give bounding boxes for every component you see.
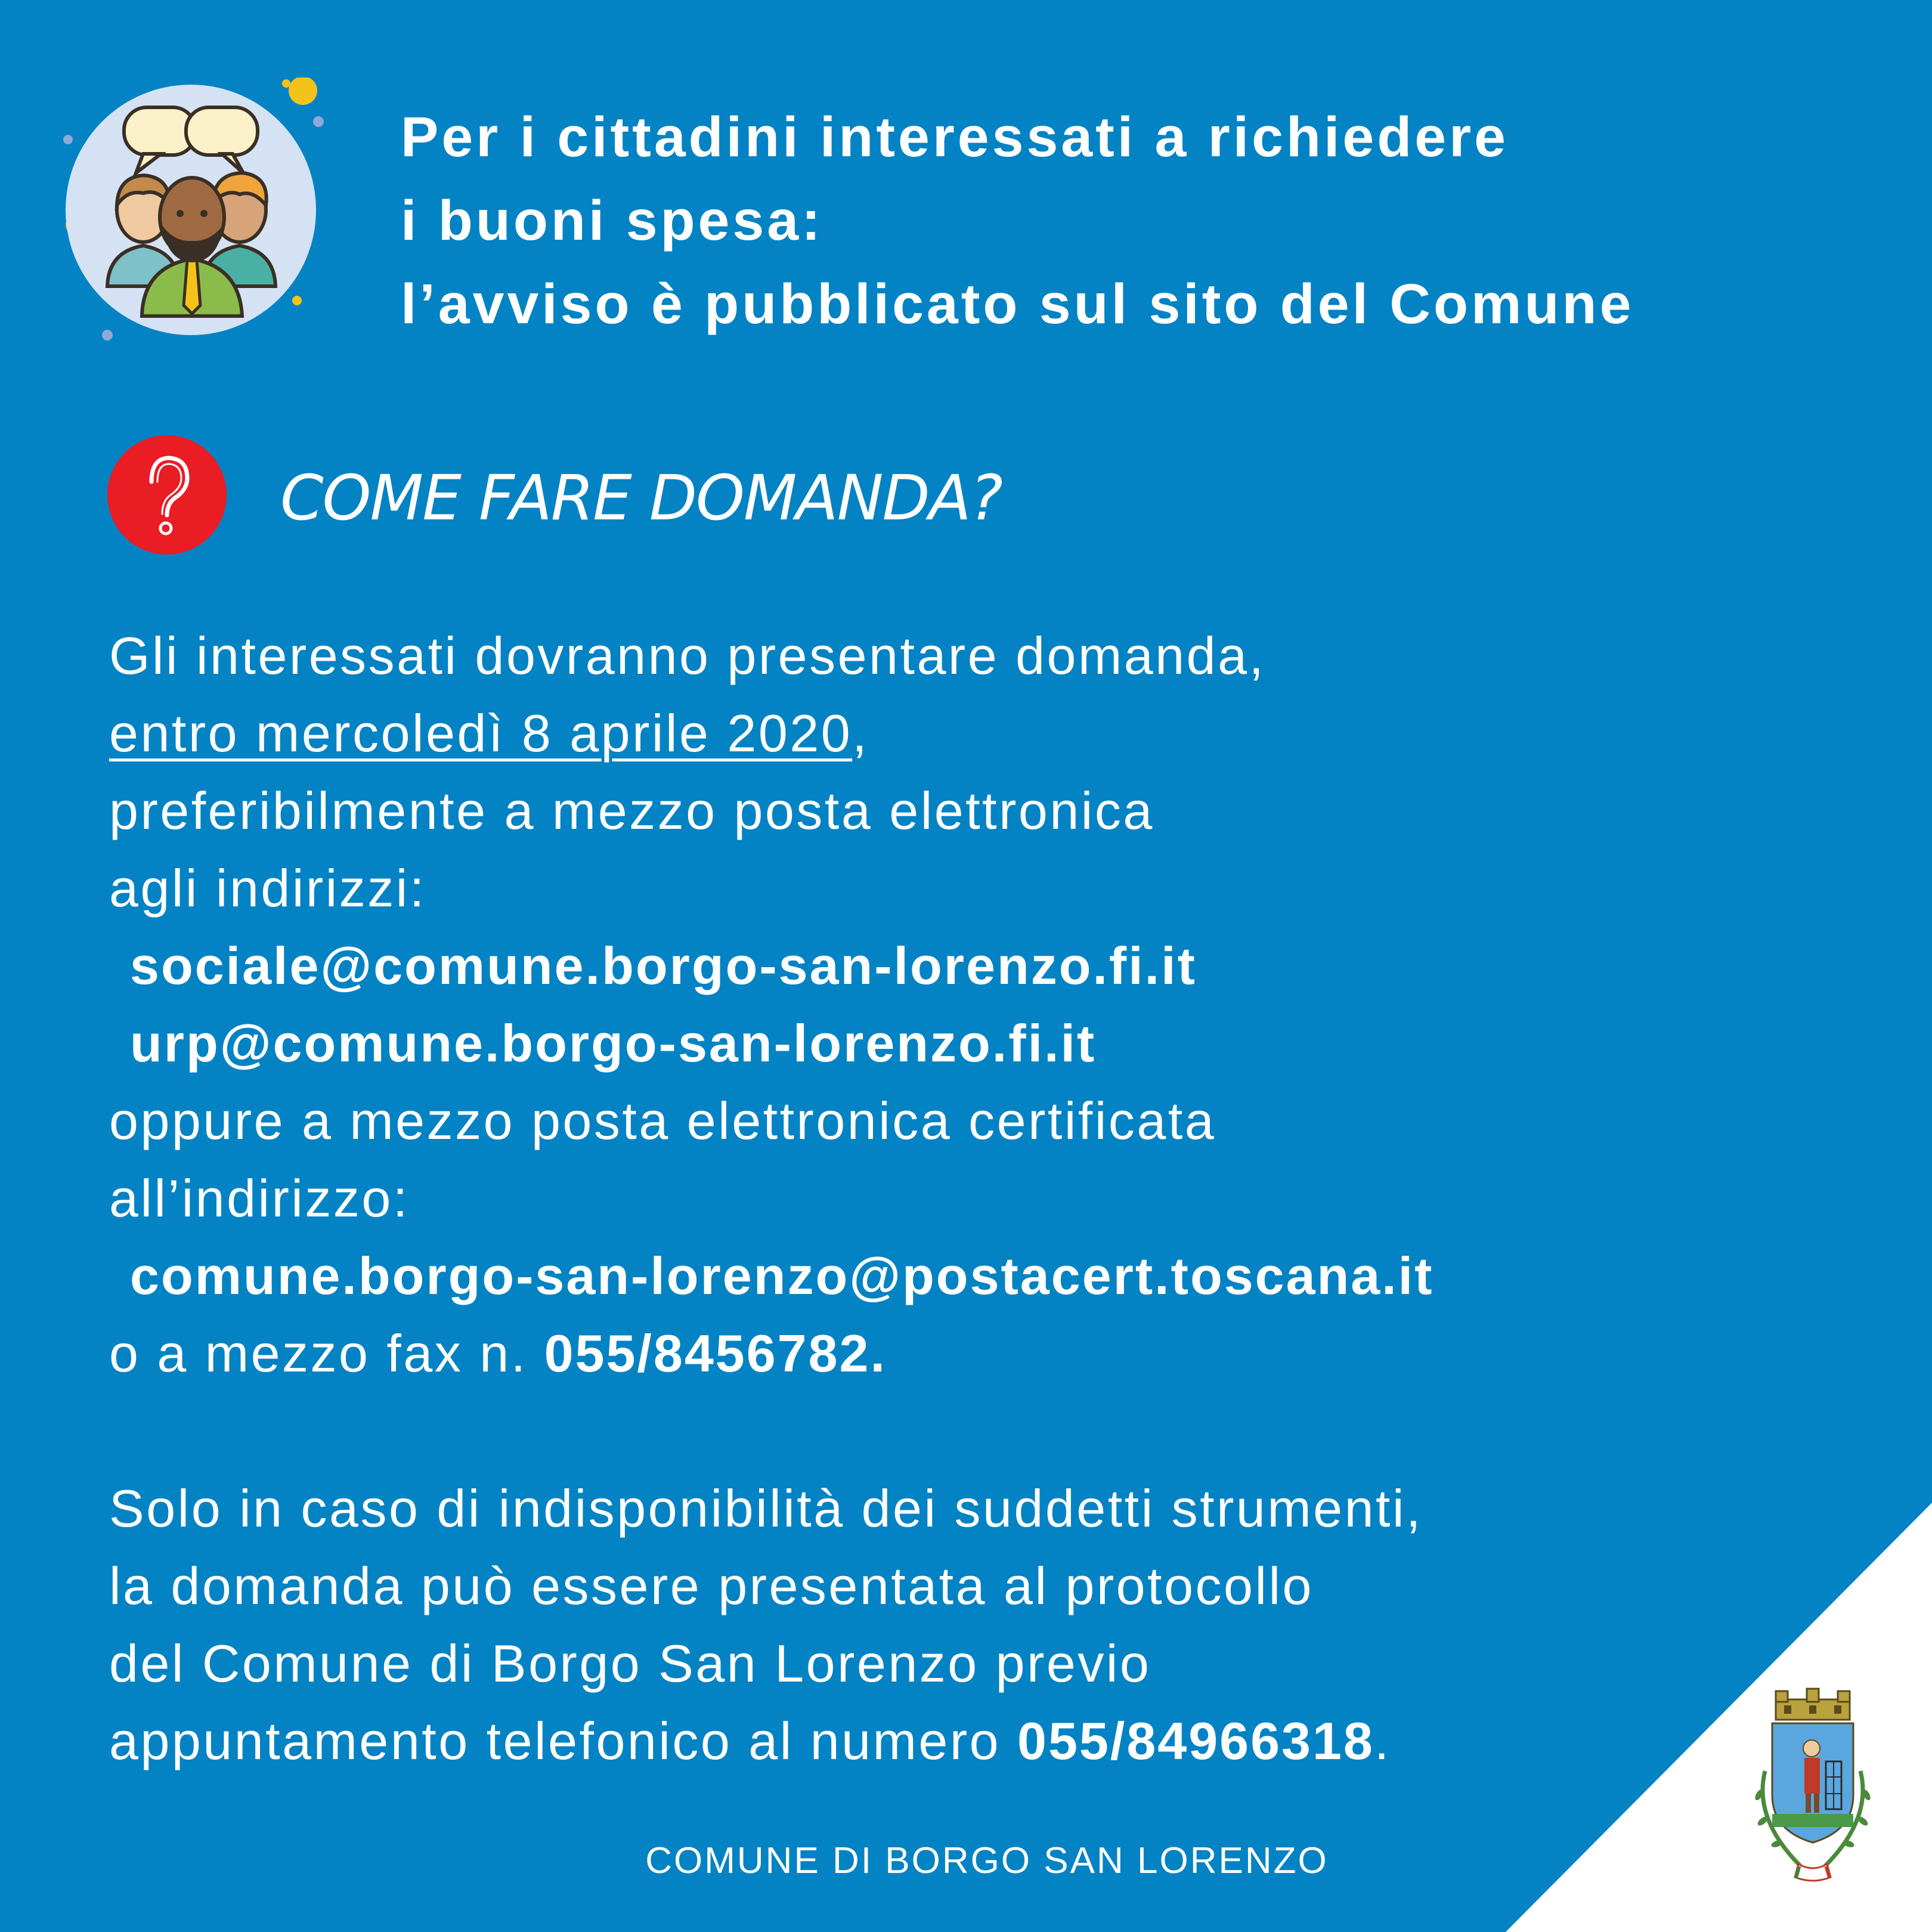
question-mark-icon [107, 435, 227, 555]
deadline-text: entro mercoledì 8 aprile 2020 [109, 704, 853, 763]
fax-label: o a mezzo fax n. [109, 1324, 544, 1383]
phone-number: 055/84966318 [1017, 1711, 1374, 1770]
email-instruction: preferibilmente a mezzo posta elettronica [109, 781, 1154, 840]
header-title [401, 95, 1891, 346]
header-line: i buoni spesa: [401, 189, 823, 252]
text-line [109, 617, 1838, 695]
intro-text: Gli interessati dovranno presentare domanda, [109, 626, 1266, 685]
text-line [109, 1470, 1838, 1547]
text-line [109, 1160, 1838, 1237]
fax-number: 055/8456782. [544, 1324, 887, 1383]
text-line [109, 772, 1838, 850]
group-chat-people-icon [54, 78, 328, 352]
phone-suffix: . [1374, 1711, 1391, 1770]
pec-instruction: all’indirizzo: [109, 1169, 410, 1228]
header-line: Per i cittadini interessati a richiedere [401, 106, 1509, 169]
deadline-suffix: , [852, 704, 869, 763]
email-instruction: agli indirizzi: [109, 859, 426, 918]
body-text [109, 617, 1838, 1780]
pec-instruction: oppure a mezzo posta elettronica certificata [109, 1091, 1216, 1150]
text-line [109, 850, 1838, 927]
text-line [109, 695, 1838, 772]
text-line [109, 1082, 1838, 1160]
header-line: l’avviso è pubblicato sul sito del Comune [401, 273, 1634, 336]
alternative-text: appuntamento telefonico al numero [109, 1711, 1018, 1770]
email-address-sociale[interactable]: sociale@comune.borgo-san-lorenzo.fi.it [130, 936, 1197, 995]
alternative-text: del Comune di Borgo San Lorenzo previo [109, 1634, 1151, 1693]
alternative-text: Solo in caso di indisponibilità dei suddetti strumenti, [109, 1479, 1423, 1538]
email-address-urp[interactable]: urp@comune.borgo-san-lorenzo.fi.it [130, 1014, 1097, 1073]
text-line [109, 1625, 1838, 1702]
footer-municipality: COMUNE DI BORGO SAN LORENZO [645, 1840, 1329, 1881]
municipal-coat-of-arms [1741, 1688, 1884, 1890]
text-line [109, 1547, 1838, 1625]
pec-address[interactable]: comune.borgo-san-lorenzo@postacert.toscana.it [130, 1246, 1434, 1305]
alternative-text: la domanda può essere presentata al protocollo [109, 1556, 1314, 1615]
spacer [109, 1392, 1838, 1470]
text-line [109, 1315, 1838, 1392]
section-title: COME FARE DOMANDA? [280, 462, 1002, 534]
text-line [109, 1702, 1838, 1780]
